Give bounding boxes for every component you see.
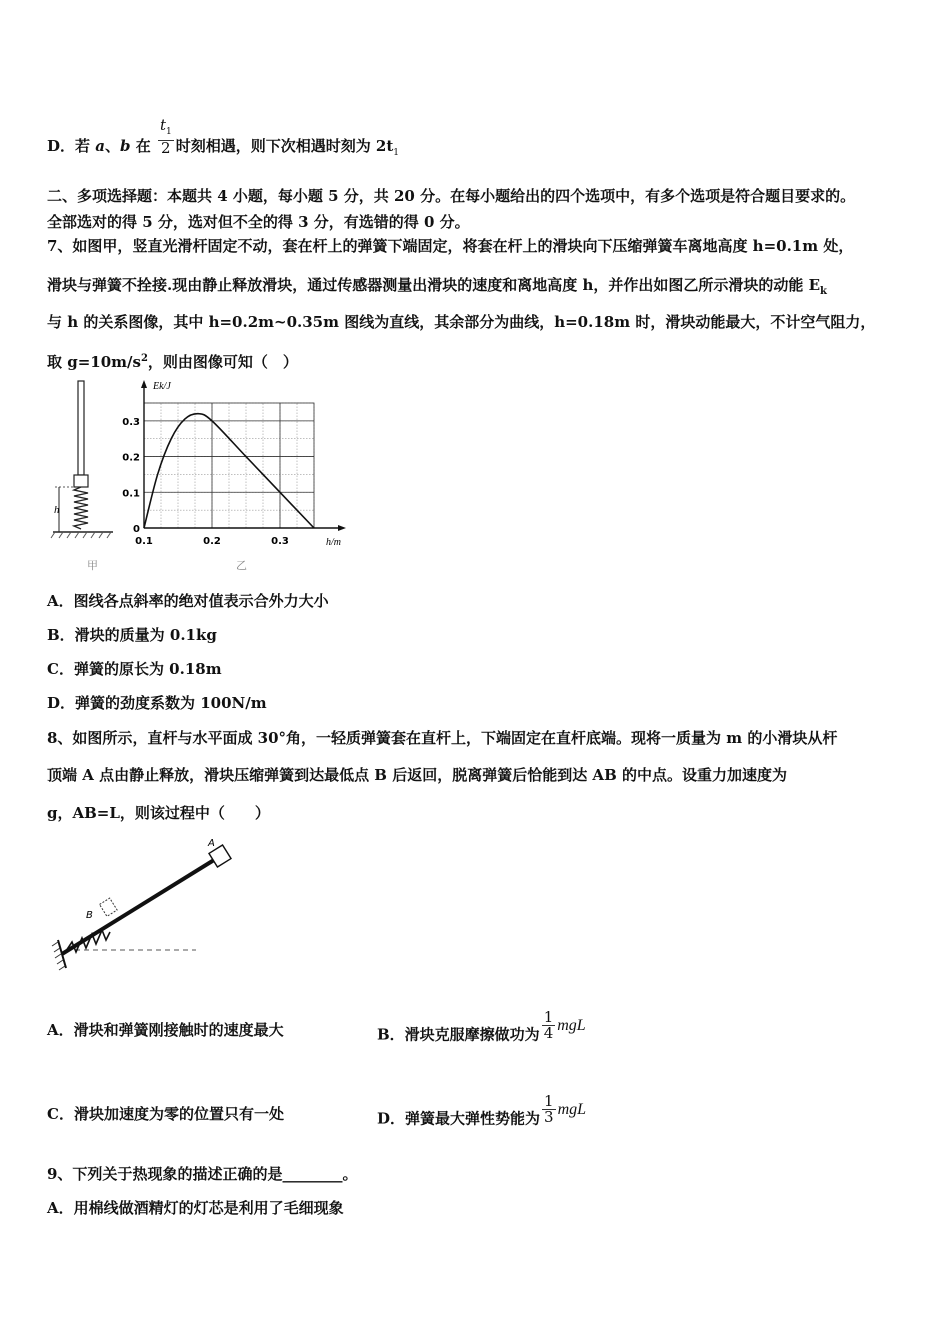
var-b: b <box>119 137 131 155</box>
x-axis-arrow <box>338 525 346 531</box>
yi-label: 乙 <box>236 559 247 572</box>
ground-hatch <box>51 532 111 538</box>
frac-num: t <box>159 116 166 134</box>
separator: 、 <box>104 137 120 155</box>
q7-line3: 与 h 的关系图像，其中 h=0.2m~0.35m 图线为直线，其余部分为曲线，h=0.18m 时，滑块动能最大，不计空气阻力， <box>47 313 876 331</box>
block-at-b <box>100 898 118 916</box>
x-tick-label: 0.2 <box>203 536 221 547</box>
q6-d-zai: 在 <box>130 137 156 155</box>
q6-option-d <box>47 116 400 166</box>
q8-b-mgl: mgL <box>557 1016 586 1034</box>
q8-d-mgl: mgL <box>557 1100 587 1118</box>
section2-line2: 全部选对的得 5 分，选对但不全的得 3 分，有选错的得 0 分。 <box>47 213 470 231</box>
q7-line2-text: 滑块与弹簧不拴接.现由静止释放滑块，通过传感器测量出滑块的速度和离地高度 h，并作出如图乙所示滑块的动能 E <box>47 276 821 294</box>
q8-option-d <box>377 1092 587 1135</box>
y-tick-label: 0.1 <box>122 488 140 500</box>
y-axis-label: Ek/J <box>153 381 171 392</box>
q8-line2: 顶端 A 点由静止释放，滑块压缩弹簧到达最低点 B 后返回，脱离弹簧后恰能到达 AB 的中点。设重力加速度为 <box>47 766 787 784</box>
q7-option-c: C．弹簧的原长为 0.18m <box>47 660 222 678</box>
frac-num-sub: 1 <box>165 127 172 137</box>
q8-d-text: D．弹簧最大弹性势能为 <box>377 1109 541 1128</box>
q7-line4-b: ，则由图像可知（ ） <box>147 353 298 371</box>
frac-num: 1 <box>544 1092 554 1110</box>
q8-option-a: A．滑块和弹簧刚接触时的速度最大 <box>47 1021 284 1039</box>
h-label: h <box>54 504 60 516</box>
q9-line1: 9、下列关于热现象的描述正确的是________。 <box>47 1165 358 1183</box>
fraction-1-over-3 <box>542 1094 556 1125</box>
jia-label: 甲 <box>87 559 98 572</box>
label-a: A <box>208 838 215 849</box>
y-axis-arrow <box>141 380 147 388</box>
q7-option-d: D．弹簧的劲度系数为 100N/m <box>47 694 267 712</box>
figure-q8-incline <box>44 836 244 976</box>
q7-option-b: B．滑块的质量为 0.1kg <box>47 626 217 644</box>
q7-line2 <box>47 275 827 302</box>
fraction-t1-over-2 <box>158 118 174 156</box>
q7-line4-a: 取 g=10m/s <box>47 353 141 371</box>
chart-grid <box>144 403 314 528</box>
q7-line2-sub: k <box>820 286 827 297</box>
section2-line1: 二、多项选择题：本题共 4 小题，每小题 5 分，共 20 分。在每小题给出的四个选项中，有多个选项是符合题目要求的。 <box>47 187 856 205</box>
y-tick-label: 0.2 <box>122 452 140 464</box>
q8-line1: 8、如图所示，直杆与水平面成 30°角，一轻质弹簧套在直杆上，下端固定在直杆底端。现将一质量为 m 的小滑块从杆 <box>47 729 838 747</box>
frac-num: 1 <box>543 1008 554 1026</box>
frac-den: 3 <box>544 1108 554 1126</box>
inclined-rod <box>62 860 214 954</box>
q6-d-text: 时刻相遇，则下次相遇时刻为 2t <box>175 137 394 155</box>
q8-line3: g，AB=L，则该过程中（ ） <box>47 804 270 822</box>
q7-line4 <box>47 349 298 372</box>
x-tick-label: 0.3 <box>271 536 289 547</box>
y-tick-label: 0 <box>133 524 140 535</box>
q8-option-b <box>377 1008 586 1051</box>
x-tick-label: 0.1 <box>135 536 153 547</box>
frac-den: 2 <box>161 139 171 157</box>
spring <box>74 487 88 529</box>
q7-option-a: A．图线各点斜率的绝对值表示合外力大小 <box>47 592 329 610</box>
q9-option-a: A．用棉线做酒精灯的灯芯是利用了毛细现象 <box>47 1199 344 1217</box>
fraction-1-over-4 <box>542 1010 556 1041</box>
q8-option-c: C．滑块加速度为零的位置只有一处 <box>47 1105 284 1123</box>
rod <box>78 381 84 475</box>
q6-d-prefix: D．若 <box>47 137 96 155</box>
slider-block <box>74 475 88 487</box>
q7-line1: 7、如图甲，竖直光滑杆固定不动，套在杆上的弹簧下端固定，将套在杆上的滑块向下压缩弹簧车离地高度 h=0.1m 处， <box>47 237 854 255</box>
y-tick-label: 0.3 <box>122 416 140 428</box>
q8-b-text: B．滑块克服摩擦做功为 <box>377 1025 540 1044</box>
label-b: B <box>86 910 93 921</box>
x-axis-label: h/m <box>326 537 341 548</box>
q6-d-sub: 1 <box>393 148 400 158</box>
figure-yi-chart <box>118 378 358 578</box>
q7-line4-sup: 2 <box>140 353 148 364</box>
figure-jia <box>47 378 127 578</box>
frac-den: 4 <box>543 1024 554 1042</box>
var-a: a <box>95 137 105 155</box>
